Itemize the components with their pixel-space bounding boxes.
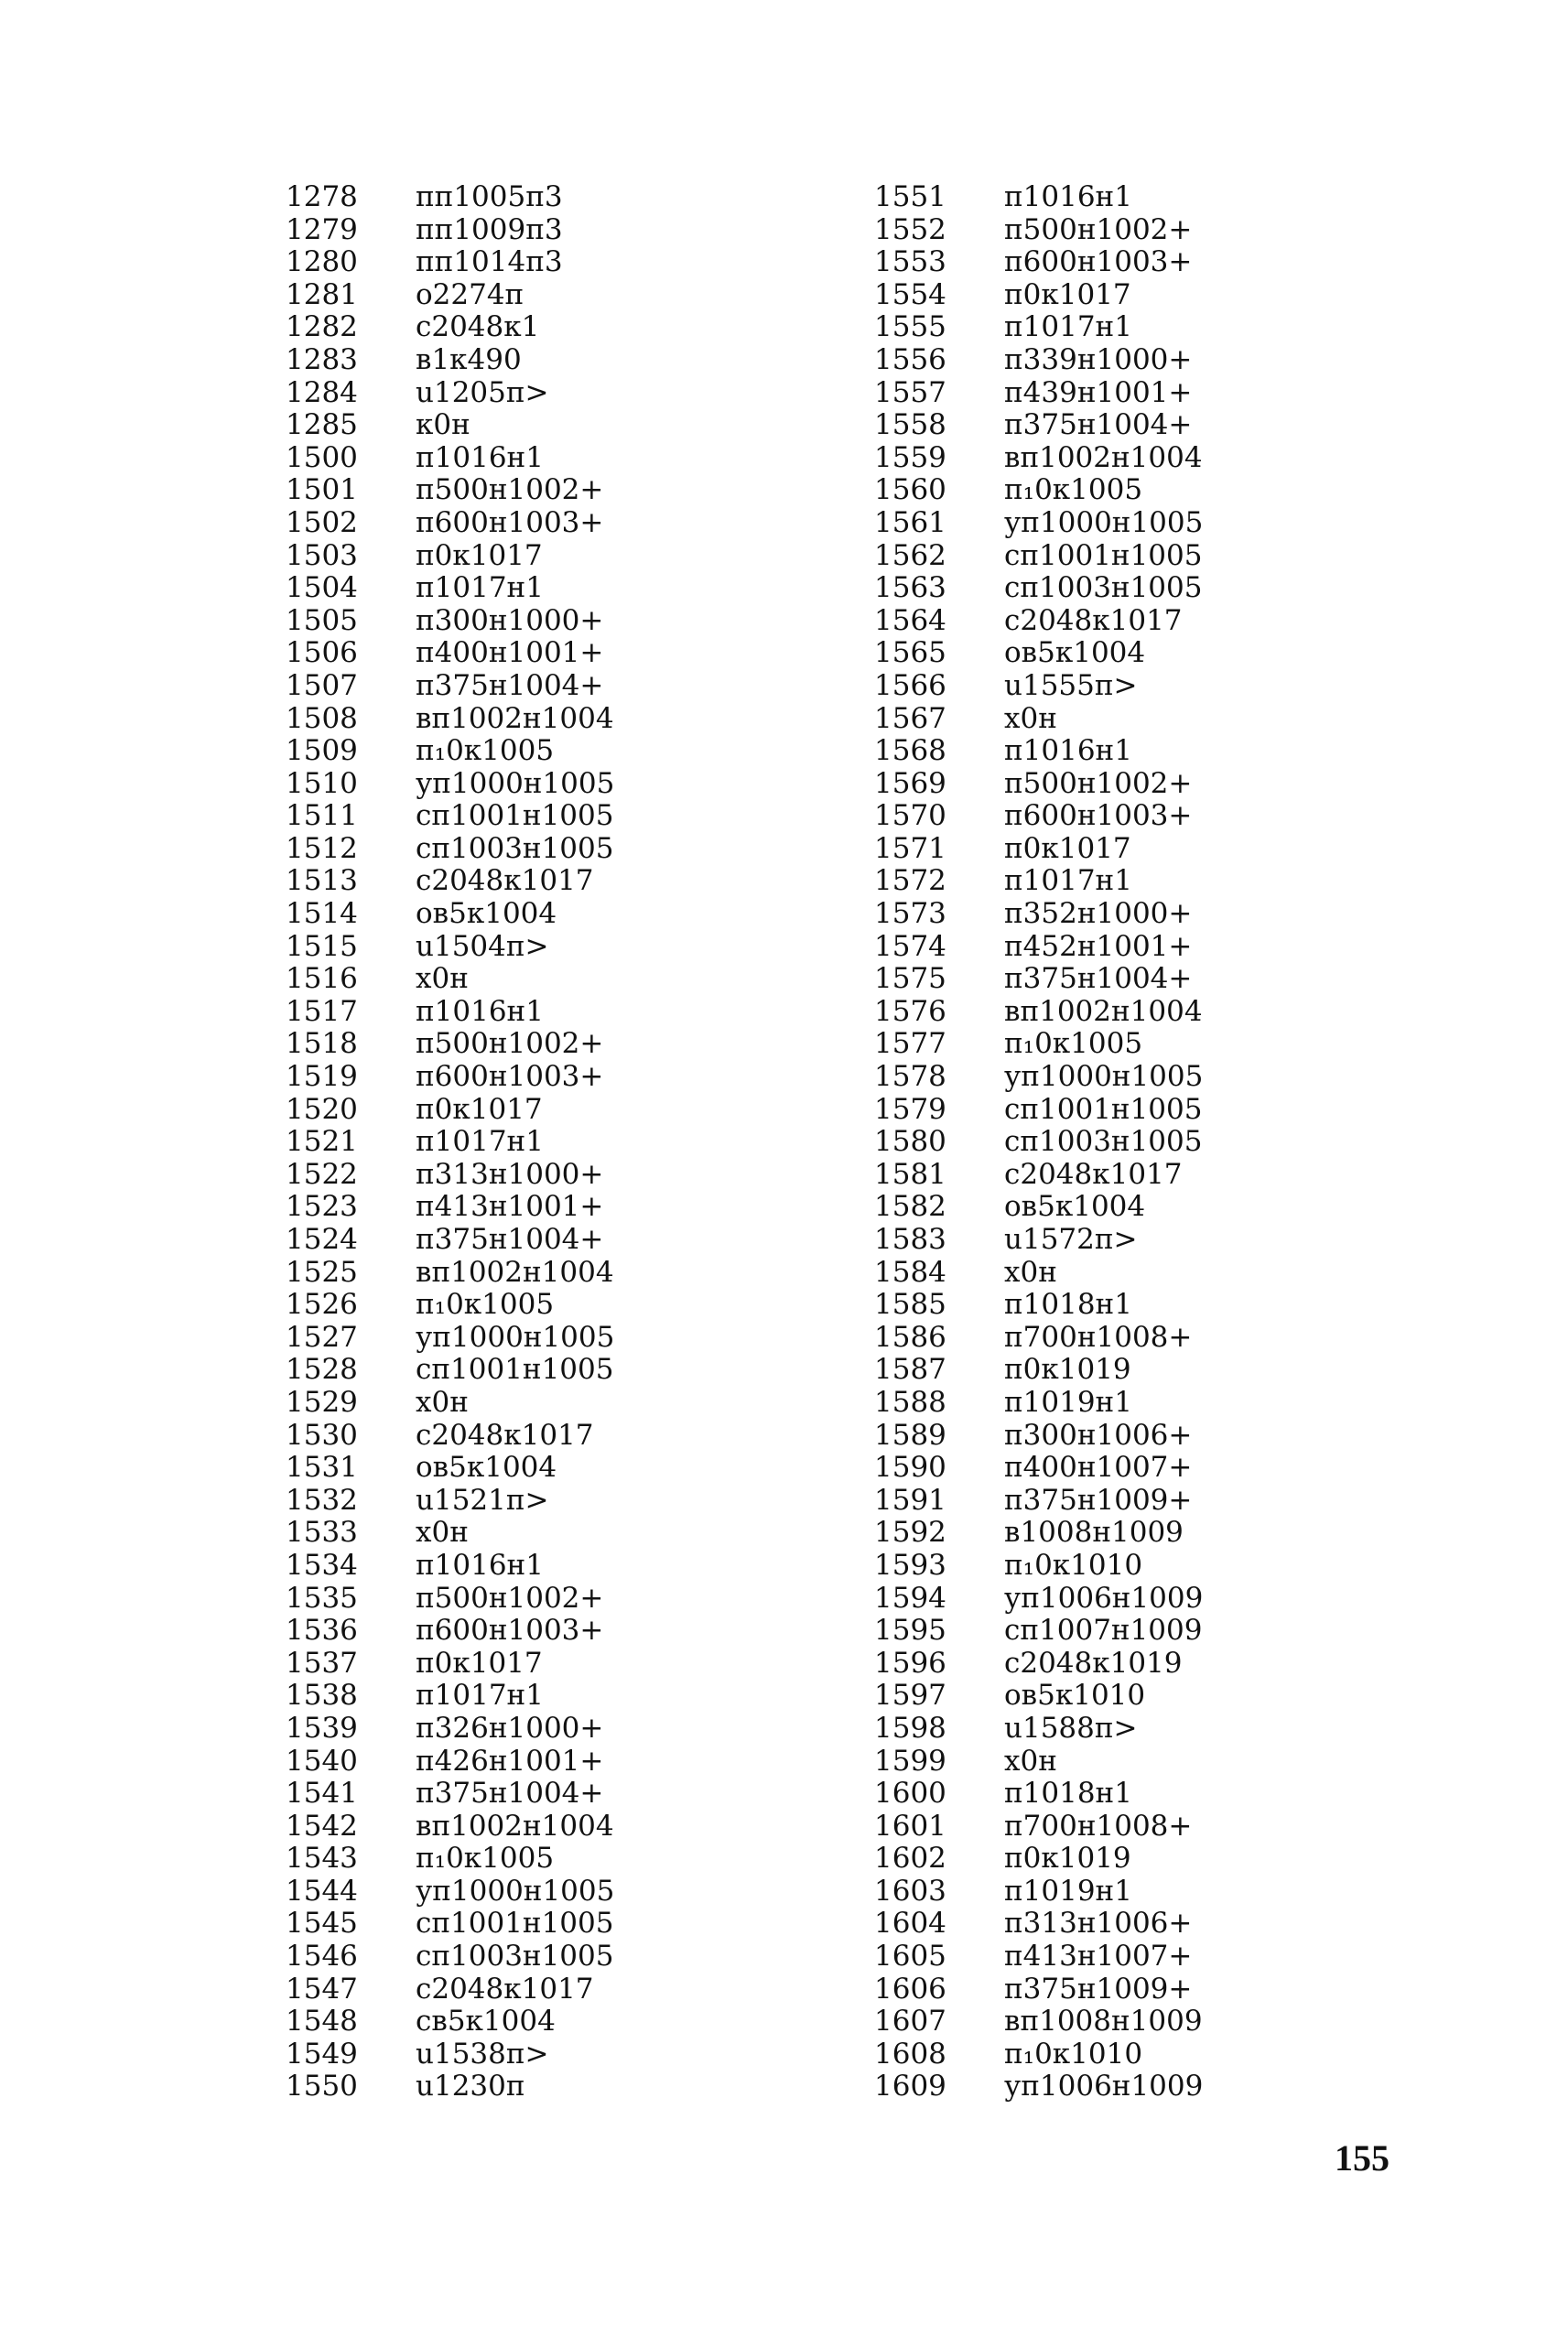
instruction-code: х0н	[416, 962, 469, 996]
line-number: 1528	[286, 1353, 358, 1387]
line-number: 1500	[286, 440, 358, 474]
line-number: 1549	[286, 2037, 358, 2071]
line-number: 1580	[874, 1125, 946, 1159]
instruction-code: ов5к1010	[1004, 1679, 1146, 1713]
line-number: 1575	[874, 962, 946, 996]
line-number: 1604	[874, 1907, 946, 1941]
instruction-code: u1504п>	[416, 929, 549, 963]
instruction-code: сп1001н1005	[1004, 538, 1203, 572]
instruction-code: п1016н1	[1004, 734, 1132, 768]
instruction-code: ов5к1004	[416, 897, 557, 931]
line-number: 1603	[874, 1874, 946, 1908]
line-number: 1594	[874, 1581, 946, 1615]
instruction-code: о2274п	[416, 277, 524, 311]
line-number: 1537	[286, 1646, 358, 1680]
line-number: 1576	[874, 994, 946, 1028]
instruction-code: п375н1004+	[1004, 962, 1193, 996]
line-number: 1583	[874, 1223, 946, 1256]
instruction-code: u1205п>	[416, 375, 549, 409]
line-number: 1545	[286, 1907, 358, 1941]
line-number: 1516	[286, 962, 358, 996]
instruction-code: х0н	[416, 1516, 469, 1550]
line-number: 1596	[874, 1646, 946, 1680]
instruction-code: уп1000н1005	[416, 1320, 615, 1354]
instruction-code: п1016н1	[416, 1548, 544, 1582]
instruction-code: п1019н1	[1004, 1874, 1132, 1908]
instruction-code: п375н1009+	[1004, 1972, 1193, 2006]
instruction-code: п1017н1	[416, 1679, 544, 1713]
instruction-code: п375н1009+	[1004, 1483, 1193, 1517]
line-number: 1536	[286, 1614, 358, 1648]
line-number: 1562	[874, 538, 946, 572]
line-number: 1556	[874, 342, 946, 376]
instruction-code: сп1007н1009	[1004, 1614, 1203, 1648]
instruction-code: св5к1004	[416, 2005, 556, 2038]
instruction-code: п1017н1	[416, 571, 544, 605]
instruction-code: п326н1000+	[416, 1711, 604, 1745]
instruction-code: сп1001н1005	[416, 799, 614, 833]
line-number: 1542	[286, 1809, 358, 1843]
line-number: 1502	[286, 505, 358, 539]
line-number: 1574	[874, 929, 946, 963]
line-number: 1278	[286, 180, 358, 213]
line-number: 1577	[874, 1027, 946, 1061]
instruction-code: п600н1003+	[416, 1060, 604, 1094]
line-number: 1501	[286, 473, 358, 507]
instruction-code: u1588п>	[1004, 1711, 1138, 1745]
instruction-code: ов5к1004	[1004, 636, 1146, 670]
line-number: 1608	[874, 2037, 946, 2071]
line-number: 1279	[286, 212, 358, 246]
line-number: 1283	[286, 342, 358, 376]
instruction-code: п1016н1	[416, 994, 544, 1028]
instruction-code: ов5к1004	[416, 1451, 557, 1485]
instruction-code: п700н1008+	[1004, 1809, 1193, 1843]
line-number: 1569	[874, 766, 946, 800]
line-number: 1597	[874, 1679, 946, 1713]
instruction-code: п375н1004+	[1004, 408, 1193, 442]
instruction-code: п413н1007+	[1004, 1940, 1193, 1974]
instruction-code: уп1000н1005	[416, 766, 615, 800]
line-number: 1551	[874, 180, 946, 213]
line-number: 1587	[874, 1353, 946, 1387]
instruction-code: х0н	[416, 1385, 469, 1419]
instruction-code: п400н1007+	[1004, 1451, 1193, 1485]
line-number: 1541	[286, 1777, 358, 1811]
instruction-code: п₁0к1005	[416, 1288, 555, 1322]
instruction-code: с2048к1017	[416, 864, 594, 898]
line-number: 1503	[286, 538, 358, 572]
instruction-code: с2048к1017	[1004, 1157, 1183, 1191]
line-number: 1553	[874, 245, 946, 279]
instruction-code: п500н1002+	[1004, 766, 1193, 800]
instruction-code: уп1006н1009	[1004, 2070, 1204, 2103]
instruction-code: п413н1001+	[416, 1190, 604, 1224]
instruction-code: с2048к1	[416, 310, 540, 344]
line-number: 1563	[874, 571, 946, 605]
line-number: 1515	[286, 929, 358, 963]
instruction-code: п439н1001+	[1004, 375, 1193, 409]
instruction-code: п0к1017	[416, 1092, 543, 1126]
line-number: 1588	[874, 1385, 946, 1419]
line-number: 1605	[874, 1940, 946, 1974]
line-number: 1589	[874, 1418, 946, 1452]
instruction-code: п0к1017	[1004, 831, 1131, 865]
instruction-code: п1019н1	[1004, 1385, 1132, 1419]
line-number: 1530	[286, 1418, 358, 1452]
instruction-code: с2048к1017	[416, 1418, 594, 1452]
line-number: 1532	[286, 1483, 358, 1517]
line-number: 1504	[286, 571, 358, 605]
line-number: 1579	[874, 1092, 946, 1126]
line-number: 1281	[286, 277, 358, 311]
line-number: 1565	[874, 636, 946, 670]
line-number: 1539	[286, 1711, 358, 1745]
line-number: 1508	[286, 701, 358, 735]
line-number: 1524	[286, 1223, 358, 1256]
line-number: 1600	[874, 1777, 946, 1811]
line-number: 1598	[874, 1711, 946, 1745]
line-number: 1529	[286, 1385, 358, 1419]
instruction-code: х0н	[1004, 701, 1057, 735]
line-number: 1523	[286, 1190, 358, 1224]
line-number: 1527	[286, 1320, 358, 1354]
instruction-code: в1к490	[416, 342, 522, 376]
line-number: 1525	[286, 1255, 358, 1289]
line-number: 1511	[286, 799, 358, 833]
line-number: 1586	[874, 1320, 946, 1354]
line-number: 1534	[286, 1548, 358, 1582]
line-number: 1540	[286, 1744, 358, 1778]
line-number: 1512	[286, 831, 358, 865]
instruction-code: п339н1000+	[1004, 342, 1193, 376]
instruction-code: ов5к1004	[1004, 1190, 1146, 1224]
line-number: 1595	[874, 1614, 946, 1648]
instruction-code: п400н1001+	[416, 636, 604, 670]
line-number: 1507	[286, 668, 358, 702]
line-number: 1591	[874, 1483, 946, 1517]
line-number: 1573	[874, 897, 946, 931]
line-number: 1544	[286, 1874, 358, 1908]
line-number: 1284	[286, 375, 358, 409]
line-number: 1285	[286, 408, 358, 442]
instruction-code: u1538п>	[416, 2037, 549, 2071]
instruction-code: п313н1000+	[416, 1157, 604, 1191]
line-number: 1581	[874, 1157, 946, 1191]
instruction-code: п0к1019	[1004, 1353, 1131, 1387]
line-number: 1506	[286, 636, 358, 670]
instruction-code: п600н1003+	[1004, 799, 1193, 833]
instruction-code: п313н1006+	[1004, 1907, 1193, 1941]
instruction-code: п₁0к1010	[1004, 1548, 1143, 1582]
line-number: 1533	[286, 1516, 358, 1550]
line-number: 1559	[874, 440, 946, 474]
instruction-code: х0н	[1004, 1255, 1057, 1289]
instruction-code: с2048к1019	[1004, 1646, 1183, 1680]
instruction-code: х0н	[1004, 1744, 1057, 1778]
line-number: 1602	[874, 1842, 946, 1876]
instruction-code: сп1003н1005	[1004, 1125, 1203, 1159]
instruction-code: сп1001н1005	[416, 1353, 614, 1387]
instruction-code: п600н1003+	[416, 1614, 604, 1648]
line-number: 1572	[874, 864, 946, 898]
line-number: 1280	[286, 245, 358, 279]
instruction-code: п600н1003+	[1004, 245, 1193, 279]
instruction-code: п1016н1	[1004, 180, 1132, 213]
instruction-code: п1017н1	[1004, 864, 1132, 898]
instruction-code: п600н1003+	[416, 505, 604, 539]
instruction-code: вп1002н1004	[1004, 994, 1203, 1028]
instruction-code: п₁0к1005	[1004, 1027, 1143, 1061]
instruction-code: сп1001н1005	[416, 1907, 614, 1941]
instruction-code: п500н1002+	[416, 473, 604, 507]
instruction-code: п426н1001+	[416, 1744, 604, 1778]
line-number: 1517	[286, 994, 358, 1028]
line-number: 1526	[286, 1288, 358, 1322]
instruction-code: вп1002н1004	[416, 1809, 614, 1843]
line-number: 1554	[874, 277, 946, 311]
instruction-code: сп1001н1005	[1004, 1092, 1203, 1126]
line-number: 1584	[874, 1255, 946, 1289]
line-number: 1606	[874, 1972, 946, 2006]
line-number: 1607	[874, 2005, 946, 2038]
line-number: 1543	[286, 1842, 358, 1876]
line-number: 1567	[874, 701, 946, 735]
instruction-code: пп1009п3	[416, 212, 563, 246]
instruction-code: п0к1017	[416, 538, 543, 572]
instruction-code: вп1002н1004	[416, 1255, 614, 1289]
instruction-code: п1017н1	[416, 1125, 544, 1159]
line-number: 1570	[874, 799, 946, 833]
instruction-code: п375н1004+	[416, 668, 604, 702]
line-number: 1282	[286, 310, 358, 344]
instruction-code: сп1003н1005	[416, 831, 614, 865]
instruction-code: п352н1000+	[1004, 897, 1193, 931]
instruction-code: к0н	[416, 408, 470, 442]
line-number: 1568	[874, 734, 946, 768]
instruction-code: п₁0к1005	[416, 734, 555, 768]
line-number: 1564	[874, 603, 946, 637]
instruction-code: u1572п>	[1004, 1223, 1138, 1256]
instruction-code: сп1003н1005	[416, 1940, 614, 1974]
instruction-code: u1230п	[416, 2070, 525, 2103]
line-number: 1601	[874, 1809, 946, 1843]
line-number: 1552	[874, 212, 946, 246]
instruction-code: п452н1001+	[1004, 929, 1193, 963]
instruction-code: п300н1000+	[416, 603, 604, 637]
line-number: 1505	[286, 603, 358, 637]
instruction-code: п₁0к1010	[1004, 2037, 1143, 2071]
instruction-code: u1521п>	[416, 1483, 549, 1517]
instruction-code: вп1002н1004	[1004, 440, 1203, 474]
instruction-code: уп1000н1005	[1004, 505, 1204, 539]
instruction-code: п1017н1	[1004, 310, 1132, 344]
instruction-code: с2048к1017	[1004, 603, 1183, 637]
instruction-code: с2048к1017	[416, 1972, 594, 2006]
line-number: 1550	[286, 2070, 358, 2103]
line-number: 1518	[286, 1027, 358, 1061]
instruction-code: п₁0к1005	[416, 1842, 555, 1876]
line-number: 1599	[874, 1744, 946, 1778]
instruction-code: п500н1002+	[416, 1581, 604, 1615]
instruction-code: п1016н1	[416, 440, 544, 474]
line-number: 1546	[286, 1940, 358, 1974]
line-number: 1509	[286, 734, 358, 768]
instruction-code: уп1000н1005	[1004, 1060, 1204, 1094]
instruction-code: п375н1004+	[416, 1223, 604, 1256]
instruction-code: п0к1017	[1004, 277, 1131, 311]
instruction-code: п1018н1	[1004, 1777, 1132, 1811]
line-number: 1578	[874, 1060, 946, 1094]
instruction-code: u1555п>	[1004, 668, 1138, 702]
line-number: 1538	[286, 1679, 358, 1713]
line-number: 1609	[874, 2070, 946, 2103]
line-number: 1519	[286, 1060, 358, 1094]
instruction-code: п0к1017	[416, 1646, 543, 1680]
line-number: 1535	[286, 1581, 358, 1615]
line-number: 1547	[286, 1972, 358, 2006]
line-number: 1555	[874, 310, 946, 344]
line-number: 1593	[874, 1548, 946, 1582]
instruction-code: пп1005п3	[416, 180, 563, 213]
instruction-code: уп1000н1005	[416, 1874, 615, 1908]
line-number: 1571	[874, 831, 946, 865]
line-number: 1548	[286, 2005, 358, 2038]
line-number: 1520	[286, 1092, 358, 1126]
instruction-code: п500н1002+	[1004, 212, 1193, 246]
instruction-code: п300н1006+	[1004, 1418, 1193, 1452]
line-number: 1558	[874, 408, 946, 442]
line-number: 1582	[874, 1190, 946, 1224]
line-number: 1513	[286, 864, 358, 898]
instruction-code: п700н1008+	[1004, 1320, 1193, 1354]
instruction-code: пп1014п3	[416, 245, 563, 279]
instruction-code: п500н1002+	[416, 1027, 604, 1061]
page-number: 155	[1335, 2137, 1390, 2179]
line-number: 1590	[874, 1451, 946, 1485]
line-number: 1561	[874, 505, 946, 539]
instruction-code: вп1002н1004	[416, 701, 614, 735]
line-number: 1522	[286, 1157, 358, 1191]
line-number: 1585	[874, 1288, 946, 1322]
line-number: 1531	[286, 1451, 358, 1485]
line-number: 1521	[286, 1125, 358, 1159]
instruction-code: п0к1019	[1004, 1842, 1131, 1876]
line-number: 1514	[286, 897, 358, 931]
instruction-code: в1008н1009	[1004, 1516, 1184, 1550]
instruction-code: сп1003н1005	[1004, 571, 1203, 605]
instruction-code: вп1008н1009	[1004, 2005, 1203, 2038]
line-number: 1566	[874, 668, 946, 702]
instruction-code: п1018н1	[1004, 1288, 1132, 1322]
line-number: 1510	[286, 766, 358, 800]
line-number: 1560	[874, 473, 946, 507]
line-number: 1557	[874, 375, 946, 409]
line-number: 1592	[874, 1516, 946, 1550]
instruction-code: п₁0к1005	[1004, 473, 1143, 507]
instruction-code: уп1006н1009	[1004, 1581, 1204, 1615]
instruction-code: п375н1004+	[416, 1777, 604, 1811]
